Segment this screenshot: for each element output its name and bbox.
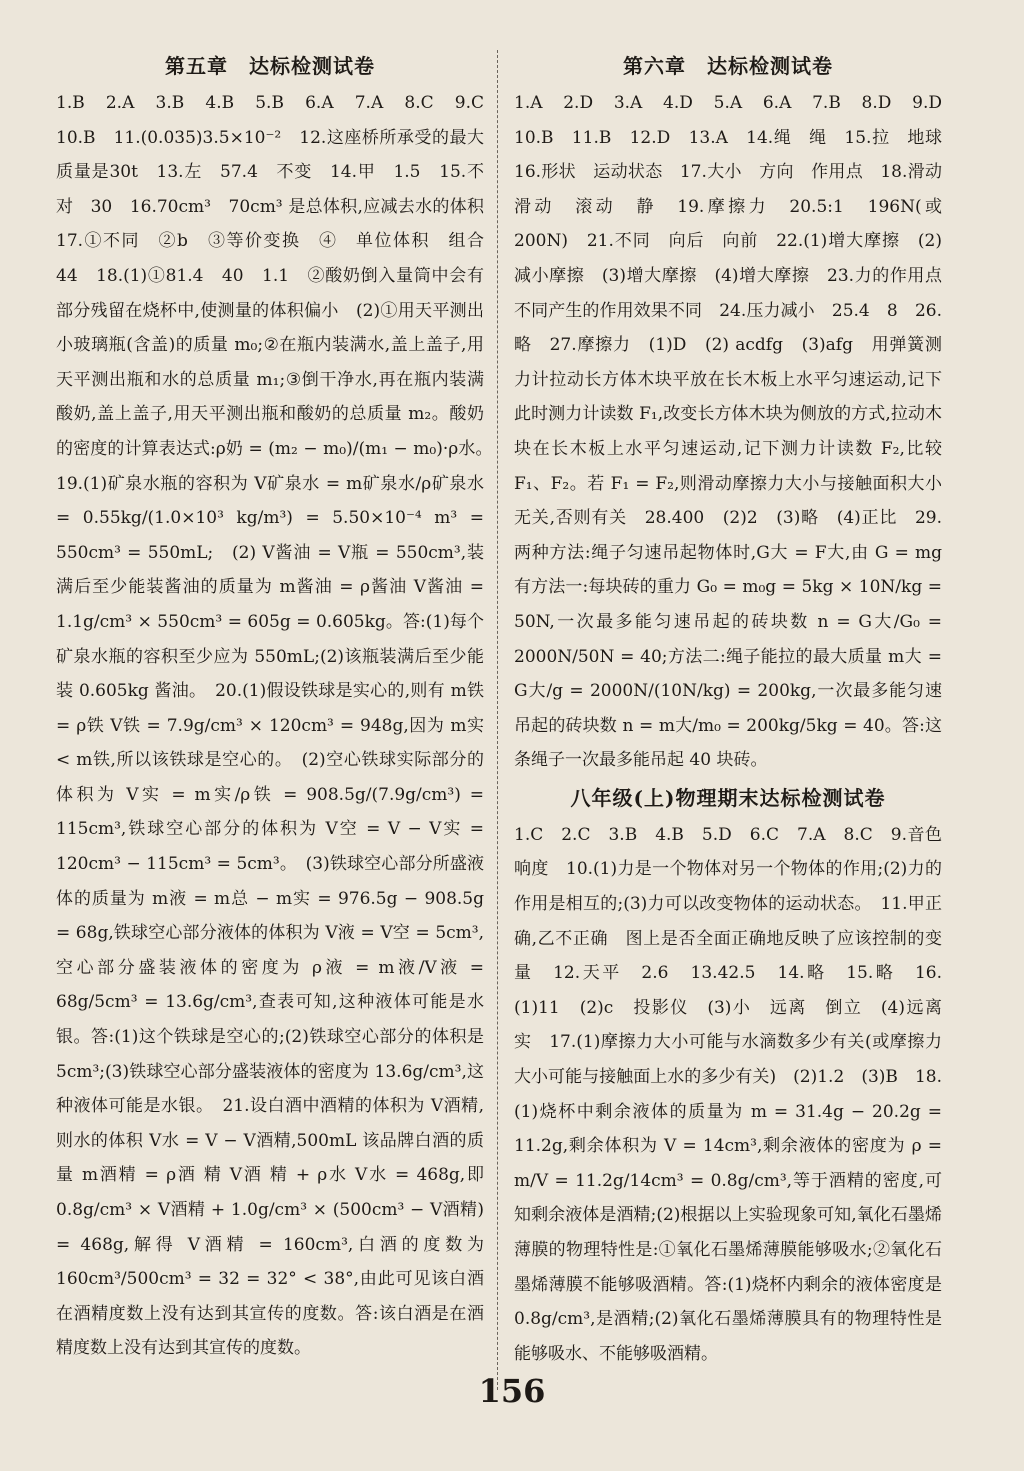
right-column xyxy=(514,48,959,1371)
chapter5-answers: 1.B 2.A 3.B 4.B 5.B 6.A 7.A 8.C 9.C 10.B 11.(0.035)3.5×10⁻² 12.这座桥所承受的最大质量是30t 13.左 57.4 不变 14.甲 1.5 15.不对 30 16.70cm³ 70cm³ 是总体积,应减去水的体积 17.①不同 ②b ③等价变换 ④ 单位体积 组合 44 18.(1)①81.4 40 1.1 ②酸奶倒入量筒中会有部分残留在烧杯中,使测量的体积偏小 (2)①用天平测出小玻璃瓶(含盖)的质量 m₀;②在瓶内装满水,盖上盖子,用天平测出瓶和水的总质量 m₁;③倒干净水,再在瓶内装满酸奶,盖上盖子,用天平测出瓶和酸奶的总质量 m₂。酸奶的密度的计算表达式:ρ奶 = (m₂ − m₀)/(m₁ − m₀)·ρ水。 19.(1)矿泉水瓶的容积为 V矿泉水 = m矿泉水/ρ矿泉水 = 0.55kg/(1.0×10³ kg/m³) = 5.50×10⁻⁴ m³ = 550cm³ = 550mL; (2) V酱油 = V瓶 = 550cm³,装满后至少能装酱油的质量为 m酱油 = ρ酱油 V酱油 = 1.1g/cm³ × 550cm³ = 605g = 0.605kg。答:(1)每个矿泉水瓶的容积至少应为 550mL;(2)该瓶装满后至少能装 0.605kg 酱油。 20.(1)假设铁球是实心的,则有 m铁 = ρ铁 V铁 = 7.9g/cm³ × 120cm³ = 948g,因为 m实 < m铁,所以该铁球是空心的。 (2)空心铁球实际部分的体积为 V实 = m实/ρ铁 = 908.5g/(7.9g/cm³) = 115cm³,铁球空心部分的体积为 V空 = V − V实 = 120cm³ − 115cm³ = 5cm³。 (3)铁球空心部分所盛液体的质量为 m液 = m总 − m实 = 976.5g − 908.5g = 68g,铁球空心部分液体的体积为 V液 = V空 = 5cm³,空心部分盛装液体的密度为 ρ液 = m液/V液 = 68g/5cm³ = 13.6g/cm³,查表可知,这种液体可能是水银。答:(1)这个铁球是空心的;(2)铁球空心部分的体积是 5cm³;(3)铁球空心部分盛装液体的密度为 13.6g/cm³,这种液体可能是水银。 21.设白酒中酒精的体积为 V酒精,则水的体积 V水 = V − V酒精,500mL 该品牌白酒的质量 m酒精 = ρ酒 精 V酒 精 + ρ水 V水 = 468g,即 0.8g/cm³ × V酒精 + 1.0g/cm³ × (500cm³ − V酒精) = 468g,解得 V酒精 = 160cm³,白酒的度数为 160cm³/500cm³ = 32 = 32° < 38°,由此可见该白酒在酒精度数上没有达到其宣传的度数。答:该白酒是在酒精度数上没有达到其宣传的度数。 xyxy=(56,93,501,1359)
chapter6-title: 第六章 达标检测试卷 xyxy=(623,54,833,78)
final-exam-title: 八年级(上)物理期末达标检测试卷 xyxy=(570,785,886,810)
column-divider xyxy=(497,50,498,1390)
final-exam-answers: 1.C 2.C 3.B 4.B 5.D 6.C 7.A 8.C 9.音色 响度 10.(1)力是一个物体对另一个物体的作用;(2)力的作用是相互的;(3)力可以改变物体的运动状态。 11.甲正确,乙不正确 图上是否全面正确地反映了应该控制的变量 12.天平 2.6 13.42.5 14.略 15.略 16.(1)11 (2)c 投影仪 (3)小 远离 倒立 (4)远离 实 17.(1)摩擦力大小可能与水滴数多少有关(或摩擦力大小可能与接触面上水的多少有关) (2)1.2 (3)B 18.(1)烧杯中剩余液体的质量为 m = 31.4g − 20.2g = 11.2g,剩余体积为 V = 14cm³,剩余液体的密度为 ρ = m/V = 11.2g/14cm³ = 0.8g/cm³,等于酒精的密度,可知剩余液体是酒精;(2)根据以上实验现象可知,氧化石墨烯薄膜的物理特性是:①氧化石墨烯薄膜能够吸水;②氧化石墨烯薄膜不能够吸酒精。答:(1)烧杯内剩余的液体密度是 0.8g/cm³,是酒精;(2)氧化石墨烯薄膜具有的物理特性是能够吸水、不能够吸酒精。 xyxy=(514,824,959,1364)
chapter6-answers: 1.A 2.D 3.A 4.D 5.A 6.A 7.B 8.D 9.D 10.B 11.B 12.D 13.A 14.绳 绳 15.拉 地球 16.形状 运动状态 17.大小 方向 作用点 18.滑动 滑动 滚动 静 19.摩擦力 20.5:1 196N(或 200N) 21.不同 向后 向前 22.(1)增大摩擦 (2)减小摩擦 (3)增大摩擦 (4)增大摩擦 23.力的作用点不同产生的作用效果不同 24.压力减小 25.4 8 26.略 27.摩擦力 (1)D (2) acdfg (3)afg 用弹簧测力计拉动长方体木块平放在长木板上水平匀速运动,记下此时测力计读数 F₁,改变长方体木块为侧放的方式,拉动木块在长木板上水平匀速运动,记下测力计读数 F₂,比较 F₁、F₂。若 F₁ = F₂,则滑动摩擦力大小与接触面积大小无关,否则有关 28.400 (2)2 (3)略 (4)正比 29.两种方法:绳子匀速吊起物体时,G大 = F大,由 G = mg 有方法一:每块砖的重力 G₀ = m₀g = 5kg × 10N/kg = 50N,一次最多能匀速吊起的砖块数 n = G大/G₀ = 2000N/50N = 40;方法二:绳子能拉的最大质量 m大 = G大/g = 2000N/(10N/kg) = 200kg,一次最多能匀速吊起的砖块数 n = m大/m₀ = 200kg/5kg = 40。答:这条绳子一次最多能吊起 40 块砖。 xyxy=(514,93,959,771)
page-number: 156 xyxy=(478,1372,546,1410)
left-column xyxy=(56,48,501,1366)
chapter5-title: 第五章 达标检测试卷 xyxy=(165,54,375,78)
